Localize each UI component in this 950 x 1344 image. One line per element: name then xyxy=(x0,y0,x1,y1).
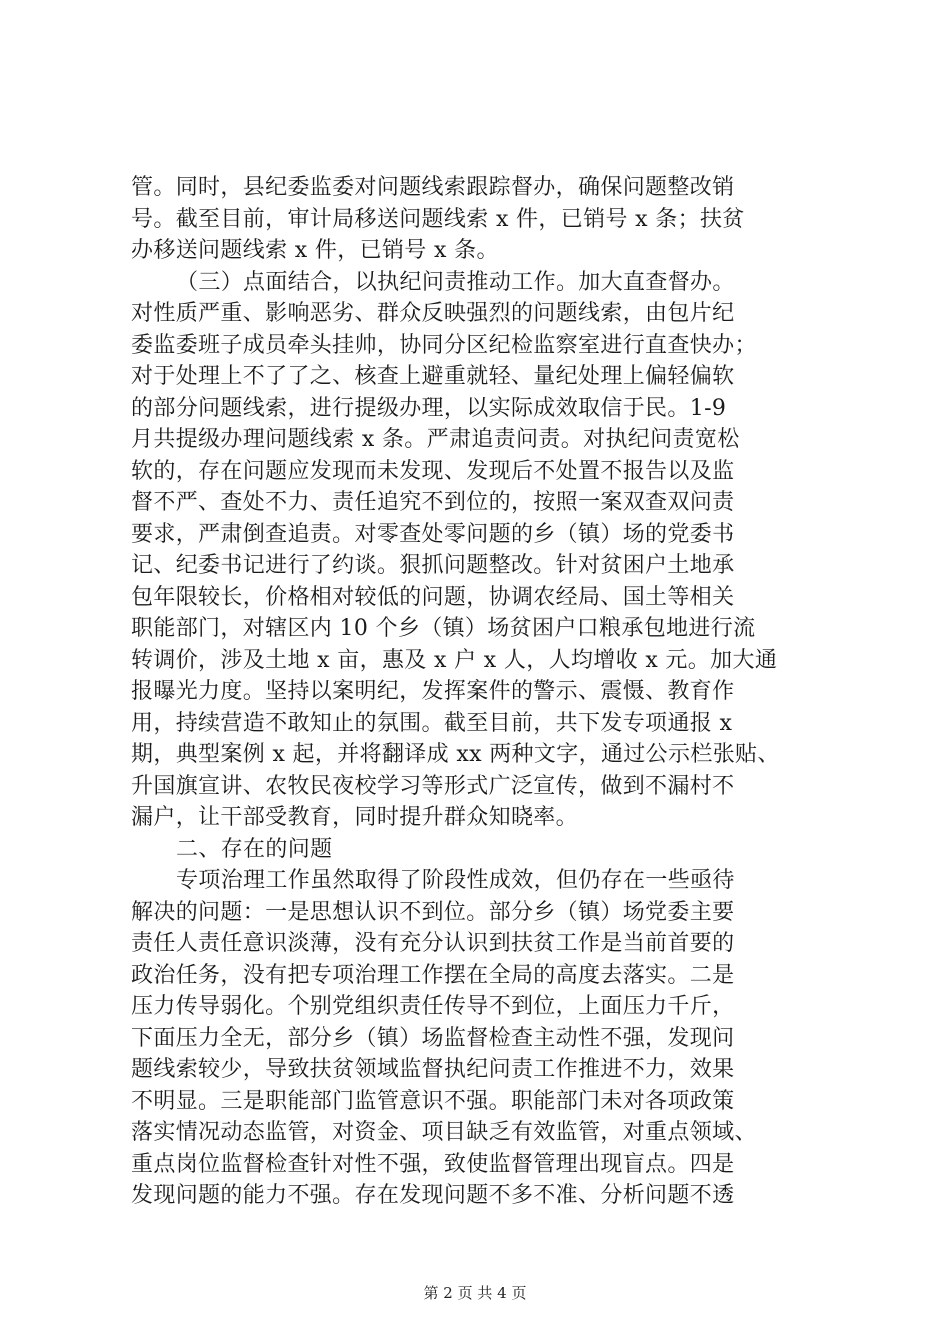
text-line: 对于处理上不了了之、核查上避重就轻、量纪处理上偏轻偏软 xyxy=(131,364,735,389)
text-line: 用，持续营造不敢知止的氛围。截至目前，共下发专项通报 x xyxy=(131,710,733,736)
body-text xyxy=(131,172,831,1212)
text-line: 压力传导弱化。个别党组织责任传导不到位，上面压力千斤， xyxy=(131,994,735,1019)
text-line: 转调价，涉及土地 x 亩，惠及 x 户 x 人，人均增收 x 元。加大通 xyxy=(131,647,778,673)
text-line: 的部分问题线索，进行提级办理，以实际成效取信于民。1-9 xyxy=(131,395,727,421)
text-line: 委监委班子成员牵头挂帅，协同分区纪检监察室进行直查快办； xyxy=(131,332,757,358)
text-line: 解决的问题：一是思想认识不到位。部分乡（镇）场党委主要 xyxy=(131,899,735,925)
text-line: 对性质严重、影响恶劣、群众反映强烈的问题线索，由包片纪 xyxy=(131,301,735,326)
text-line: 督不严、查处不力、责任追究不到位的，按照一案双查双问责 xyxy=(131,490,735,515)
text-line: （三）点面结合，以执纪问责推动工作。加大直查督办。 xyxy=(176,269,735,295)
text-line: 要求，严肃倒查追责。对零查处零问题的乡（镇）场的党委书 xyxy=(131,521,735,547)
text-line: 办移送问题线索 x 件，已销号 x 条。 xyxy=(131,238,499,263)
text-line: 漏户，让干部受教育，同时提升群众知晓率。 xyxy=(131,805,579,830)
text-line: 落实情况动态监管，对资金、项目缺乏有效监管，对重点领域、 xyxy=(131,1120,757,1145)
text-line: 专项治理工作虽然取得了阶段性成效，但仍存在一些亟待 xyxy=(176,868,735,893)
text-line: 包年限较长，价格相对较低的问题，协调农经局、国土等相关 xyxy=(131,584,735,610)
text-line: 管。同时，县纪委监委对问题线索跟踪督办，确保问题整改销 xyxy=(131,175,735,200)
text-line: 题线索较少，导致扶贫领域监督执纪问责工作推进不力，效果 xyxy=(131,1057,735,1082)
text-line: 期，典型案例 x 起，并将翻译成 xx 两种文字，通过公示栏张贴、 xyxy=(131,742,780,767)
text-line: 发现问题的能力不强。存在发现问题不多不准、分析问题不透 xyxy=(131,1183,735,1208)
text-line: 职能部门，对辖区内 10 个乡（镇）场贫困户口粮承包地进行流 xyxy=(131,616,756,641)
text-line: 升国旗宣讲、农牧民夜校学习等形式广泛宣传，做到不漏村不 xyxy=(131,773,735,799)
text-line: 责任人责任意识淡薄，没有充分认识到扶贫工作是当前首要的 xyxy=(131,931,735,956)
text-line: 下面压力全无，部分乡（镇）场监督检查主动性不强，发现问 xyxy=(131,1025,735,1051)
text-line: 重点岗位监督检查针对性不强，致使监督管理出现盲点。四是 xyxy=(131,1151,735,1177)
text-line: 报曝光力度。坚持以案明纪，发挥案件的警示、震慑、教育作 xyxy=(131,679,735,704)
text-line: 记、纪委书记进行了约谈。狠抓问题整改。针对贫困户土地承 xyxy=(131,553,735,578)
text-line: 月共提级办理问题线索 x 条。严肃追责问责。对执纪问责宽松 xyxy=(131,427,740,452)
text-line: 政治任务，没有把专项治理工作摆在全局的高度去落实。二是 xyxy=(131,962,735,988)
text-line: 不明显。三是职能部门监管意识不强。职能部门未对各项政策 xyxy=(131,1088,735,1114)
text-line: 二、存在的问题 xyxy=(176,836,333,862)
text-line: 号。截至目前，审计局移送问题线索 x 件，已销号 x 条；扶贫 xyxy=(131,206,745,232)
text-line: 软的，存在问题应发现而未发现、发现后不处置不报告以及监 xyxy=(131,458,735,484)
page-footer: 第 2 页 共 4 页 xyxy=(423,1284,527,1302)
